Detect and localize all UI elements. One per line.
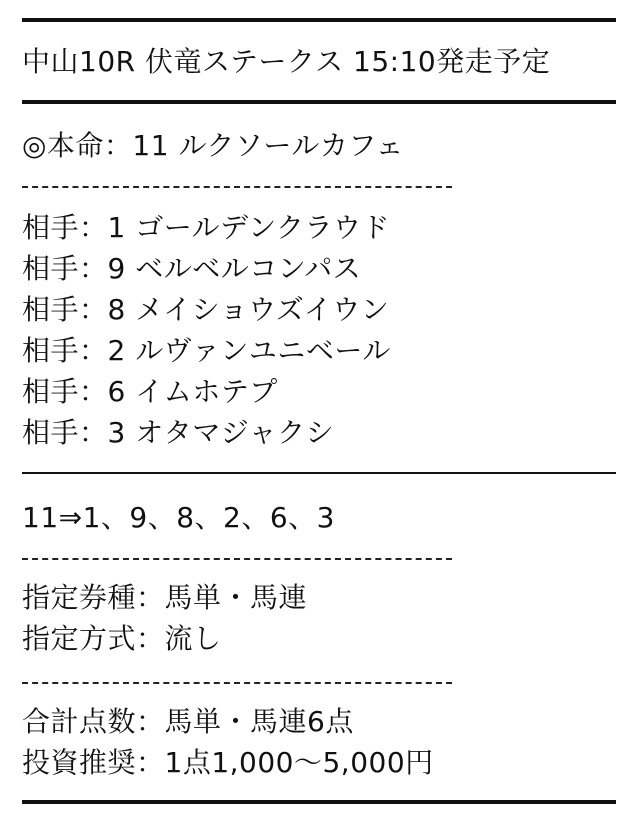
bet-recommendation: 投資推奨：1点1,000〜5,000円	[22, 746, 434, 779]
dashed-divider	[22, 186, 452, 188]
title-divider	[22, 100, 616, 104]
ticket-method: 指定方式：流し	[22, 622, 222, 655]
bottom-divider	[22, 800, 616, 804]
aite-item: 相手：1 ゴールデンクラウド	[22, 211, 391, 244]
section-divider	[22, 472, 616, 474]
race-title: 中山10R 伏竜ステークス 15:10発走予定	[22, 45, 551, 78]
aite-item: 相手：9 ベルベルコンパス	[22, 252, 362, 285]
aite-item: 相手：3 オタマジャクシ	[22, 416, 335, 449]
dashed-divider	[22, 682, 452, 684]
total-points: 合計点数：馬単・馬連6点	[22, 705, 354, 738]
top-divider	[22, 18, 616, 22]
honmei-pick: ◎本命：11 ルクソールカフェ	[22, 129, 404, 162]
aite-item: 相手：6 イムホテプ	[22, 375, 278, 408]
combination-line: 11⇒1、9、8、2、6、3	[22, 501, 335, 534]
aite-item: 相手：8 メイショウズイウン	[22, 293, 390, 326]
ticket-type: 指定券種：馬単・馬連	[22, 581, 308, 614]
dashed-divider	[22, 558, 452, 560]
aite-item: 相手：2 ルヴァンユニベール	[22, 334, 391, 367]
